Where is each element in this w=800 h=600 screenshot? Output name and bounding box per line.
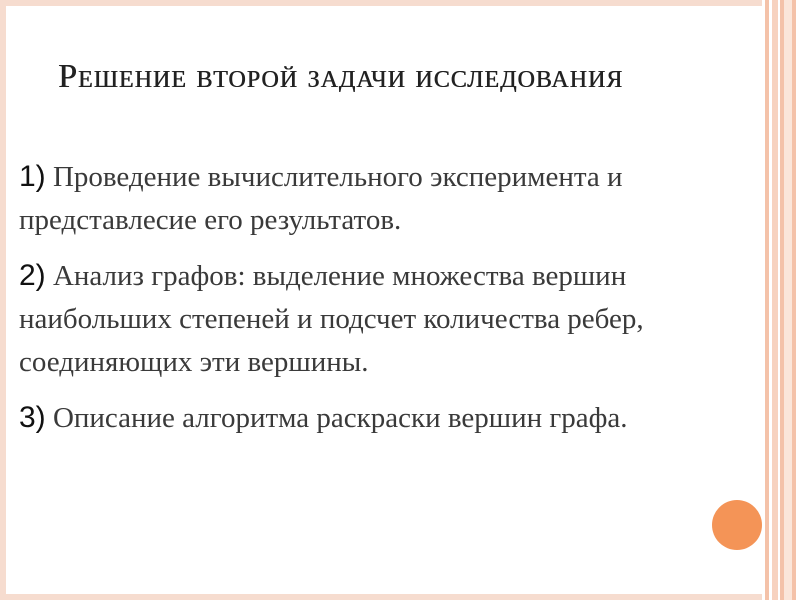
list-item-text: Анализ графов: выделение множества вершин наибольших степеней и подсчет количества ребер, соединяющих эти вершины. [19, 260, 644, 378]
list-item [19, 396, 764, 440]
list-item-text: Описание алгоритма раскраски вершин графа. [52, 402, 628, 434]
list-item-number: 3) [19, 401, 46, 434]
slide-border-top [0, 0, 770, 6]
list-item [19, 254, 764, 384]
list-item-number: 1) [19, 160, 46, 193]
content-list [19, 155, 764, 452]
list-item-text: Проведение вычислительного эксперимента и представлеcие его результатов. [19, 161, 623, 236]
list-item-number: 2) [19, 259, 46, 292]
slide-title: Решение второй задачи исследования [58, 58, 624, 95]
list-item [19, 155, 764, 242]
decorative-stripes [762, 0, 800, 600]
slide-border-left [0, 0, 6, 600]
decorative-orb-icon [712, 500, 762, 550]
slide-border-bottom [0, 594, 770, 600]
